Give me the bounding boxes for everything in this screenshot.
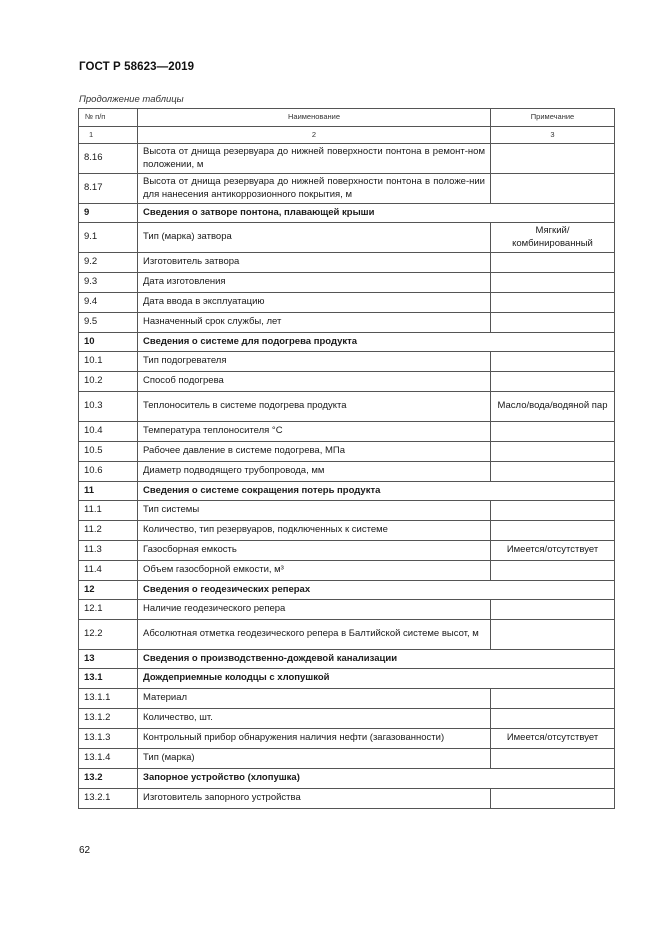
row-number: 12.1 [79,600,138,620]
row-name: Рабочее давление в системе подогрева, МПа [138,442,491,462]
table-row [79,789,615,809]
row-name: Дождеприемные колодцы с хлопушкой [138,669,615,689]
row-note [491,789,615,809]
row-name: Сведения о системе сокращения потерь продукта [138,482,615,501]
row-name: Количество, шт. [138,709,491,729]
row-name: Объем газосборной емкости, м³ [138,561,491,581]
row-number: 9.5 [79,313,138,333]
row-name: Изготовитель затвора [138,253,491,273]
row-number: 9.2 [79,253,138,273]
row-note [491,293,615,313]
row-name: Способ подогрева [138,372,491,392]
table-section-row [79,204,615,223]
row-number: 10.4 [79,422,138,442]
row-name: Диаметр подводящего трубопровода, мм [138,462,491,482]
row-number: 13.1 [79,669,138,689]
row-note [491,600,615,620]
table-section-row [79,669,615,689]
row-note: Имеется/отсутствует [491,541,615,561]
row-name: Сведения о геодезических реперах [138,581,615,600]
row-number: 13 [79,650,138,669]
row-number: 11 [79,482,138,501]
row-note [491,501,615,521]
table-row [79,422,615,442]
row-note [491,442,615,462]
page-number: 62 [79,845,91,856]
table-row [79,709,615,729]
row-number: 10.6 [79,462,138,482]
row-name: Тип системы [138,501,491,521]
row-note [491,144,615,174]
row-name: Дата ввода в эксплуатацию [138,293,491,313]
column-header-number: № п/п [79,109,138,127]
row-name: Сведения о производственно-дождевой канализации [138,650,615,669]
table-section-row [79,482,615,501]
row-note: Масло/вода/водяной пар [491,392,615,422]
table-row [79,372,615,392]
column-number-3: 3 [491,127,615,144]
table-row [79,273,615,293]
row-name: Температура теплоносителя °С [138,422,491,442]
row-number: 12.2 [79,620,138,650]
specification-table [78,108,615,809]
row-name: Наличие геодезического репера [138,600,491,620]
row-number: 11.2 [79,521,138,541]
column-header-note: Примечание [491,109,615,127]
table-row [79,620,615,650]
row-number: 9 [79,204,138,223]
table-row [79,313,615,333]
row-name: Тип (марка) [138,749,491,769]
row-note [491,749,615,769]
table-row [79,352,615,372]
row-number: 11.1 [79,501,138,521]
table-caption: Продолжение таблицы [79,94,184,105]
row-note [491,620,615,650]
row-name: Абсолютная отметка геодезического репера в Балтийской системе высот, м [138,620,491,650]
row-note: Мягкий/ комбинированный [491,223,615,253]
table-row [79,223,615,253]
row-number: 12 [79,581,138,600]
row-number: 10.3 [79,392,138,422]
row-number: 13.1.3 [79,729,138,749]
row-note [491,313,615,333]
column-number-row [79,127,615,144]
row-name: Контрольный прибор обнаружения наличия нефти (загазованности) [138,729,491,749]
row-number: 9.4 [79,293,138,313]
row-note [491,709,615,729]
row-note [491,352,615,372]
row-number: 11.3 [79,541,138,561]
document-code: ГОСТ Р 58623—2019 [79,61,195,73]
table-section-row [79,650,615,669]
table-row [79,541,615,561]
table-row [79,174,615,204]
row-name: Сведения о затворе понтона, плавающей крыши [138,204,615,223]
row-name: Назначенный срок службы, лет [138,313,491,333]
table-row [79,749,615,769]
table-section-row [79,769,615,789]
table-row [79,392,615,422]
row-number: 8.16 [79,144,138,174]
table-row [79,144,615,174]
row-number: 8.17 [79,174,138,204]
row-name: Сведения о системе для подогрева продукта [138,333,615,352]
table-row [79,561,615,581]
row-name: Теплоноситель в системе подогрева продукта [138,392,491,422]
column-header-name: Наименование [138,109,491,127]
row-number: 13.1.2 [79,709,138,729]
row-note [491,462,615,482]
row-name: Изготовитель запорного устройства [138,789,491,809]
table-row [79,462,615,482]
table-row [79,293,615,313]
row-name: Газосборная емкость [138,541,491,561]
row-number: 13.1.1 [79,689,138,709]
table-section-row [79,581,615,600]
row-number: 13.1.4 [79,749,138,769]
row-name: Материал [138,689,491,709]
row-number: 10 [79,333,138,352]
table-row [79,600,615,620]
row-name: Высота от днища резервуара до нижней поверхности понтона в ремонт-ном положении, м [138,144,491,174]
table-row [79,501,615,521]
row-note: Имеется/отсутствует [491,729,615,749]
row-note [491,174,615,204]
row-number: 13.2 [79,769,138,789]
row-number: 11.4 [79,561,138,581]
row-note [491,521,615,541]
row-note [491,273,615,293]
table-row [79,689,615,709]
row-name: Тип подогревателя [138,352,491,372]
table-section-row [79,333,615,352]
table-row [79,253,615,273]
column-number-1: 1 [79,127,138,144]
row-number: 10.1 [79,352,138,372]
row-note [491,689,615,709]
row-name: Тип (марка) затвора [138,223,491,253]
table-body [79,144,615,809]
row-name: Высота от днища резервуара до нижней поверхности понтона в положе-нии для нанесения антикоррозионного покрытия, м [138,174,491,204]
row-note [491,561,615,581]
row-number: 10.2 [79,372,138,392]
row-name: Количество, тип резервуаров, подключенных к системе [138,521,491,541]
row-note [491,372,615,392]
row-number: 10.5 [79,442,138,462]
table-header-row [79,109,615,127]
table-row [79,521,615,541]
row-number: 9.1 [79,223,138,253]
row-number: 13.2.1 [79,789,138,809]
table-row [79,729,615,749]
row-number: 9.3 [79,273,138,293]
row-name: Дата изготовления [138,273,491,293]
row-note [491,253,615,273]
table-row [79,442,615,462]
column-number-2: 2 [138,127,491,144]
row-note [491,422,615,442]
row-name: Запорное устройство (хлопушка) [138,769,615,789]
